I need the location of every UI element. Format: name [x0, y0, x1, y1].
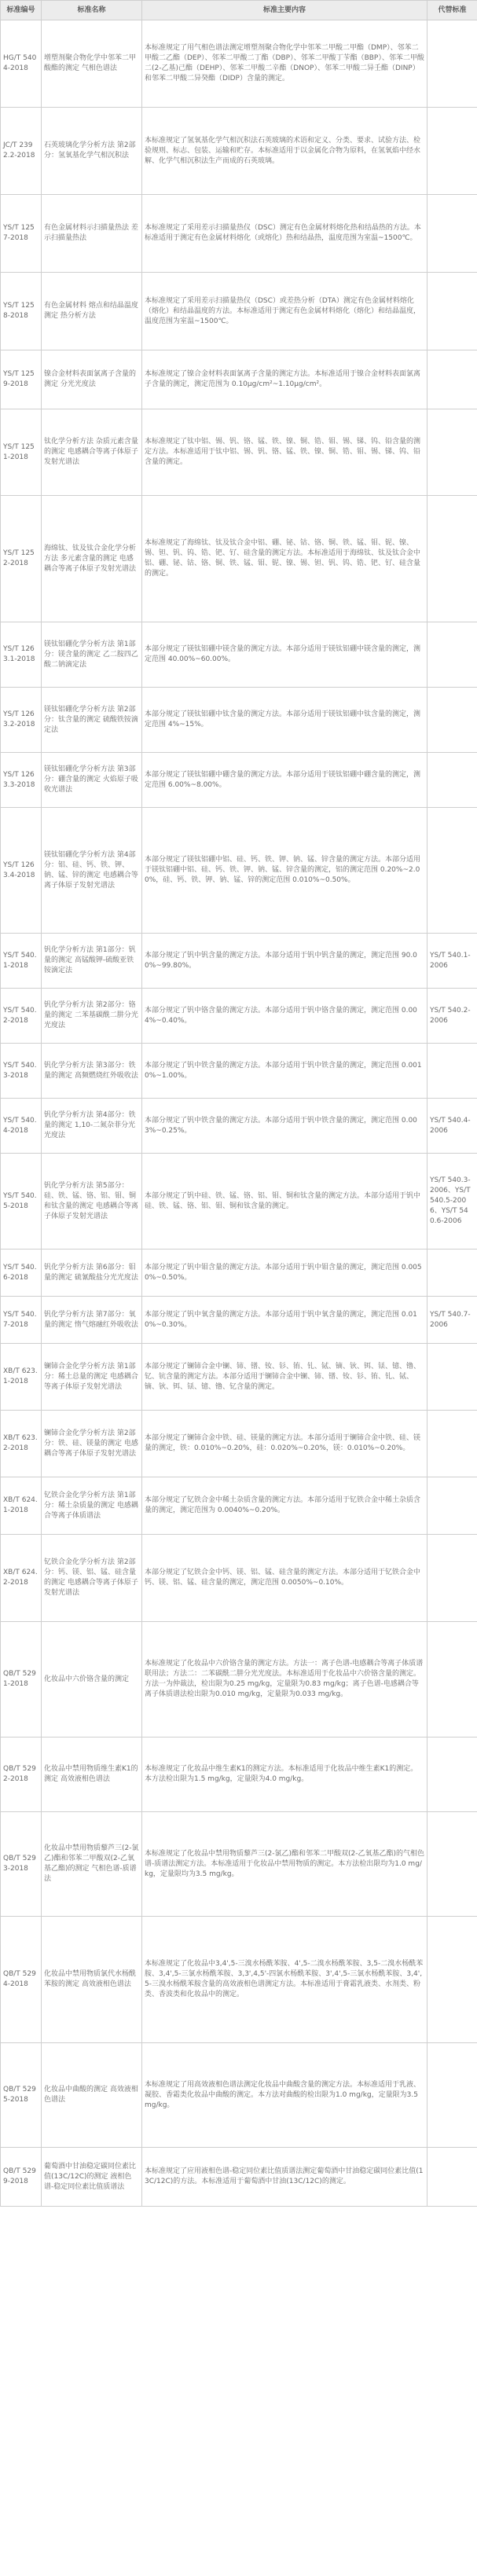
- table-row: [1, 622, 477, 688]
- table-row: [1, 195, 477, 273]
- replaced-standard: [427, 1917, 477, 2043]
- replaced-standard: YS/T 540.1-2006: [427, 934, 477, 989]
- standard-name: 化妆品中禁用物质维生素K1的测定 高效液相色谱法: [42, 1738, 142, 1812]
- table-row: [1, 1154, 477, 1249]
- replaced-standard: [427, 195, 477, 273]
- table-row: [1, 1044, 477, 1099]
- standard-content: 本部分规定了钒中硅、铁、锰、铬、铝、钼、铜和钛含量的测定方法。本部分适用于钒中硅、铁、锰、铬、铝、钼、铜和钛含量的测定。: [142, 1154, 427, 1249]
- table-header-row: [1, 1, 477, 20]
- standard-code: QB/T 5291-2018: [1, 1622, 42, 1738]
- standard-name: 镧铈合金化学分析方法 第1部分：稀土总量的测定 电感耦合等离子体原子发射光谱法: [42, 1344, 142, 1411]
- standard-name: 镁钛铝硼化学分析方法 第1部分：镁含量的测定 乙二胺四乙酸二钠滴定法: [42, 622, 142, 688]
- table-row: [1, 1622, 477, 1738]
- replaced-standard: [427, 2043, 477, 2148]
- replaced-standard: [427, 808, 477, 934]
- replaced-standard: [427, 1738, 477, 1812]
- standard-code: YS/T 1263.3-2018: [1, 753, 42, 808]
- standard-content: 本部分规定了钒中氧含量的测定方法。本部分适用于钒中氧含量的测定，测定范围 0.010%~0.30%。: [142, 1297, 427, 1344]
- replaced-standard: [427, 108, 477, 195]
- standard-name: 化妆品中禁用物质藜芦三(2-氯乙)酯和邻苯二甲酸双(2-乙氧基乙酯)的测定 气相色谱-质谱法: [42, 1812, 142, 1917]
- table-row: [1, 496, 477, 622]
- standard-name: 镍合金材料表面氯离子含量的测定 分光光度法: [42, 350, 142, 409]
- header-content: 标准主要内容: [142, 1, 427, 20]
- header-code: 标准编号: [1, 1, 42, 20]
- replaced-standard: [427, 688, 477, 753]
- table-body: [1, 20, 477, 2207]
- standard-code: YS/T 540.2-2018: [1, 989, 42, 1044]
- standard-code: QB/T 5294-2018: [1, 1917, 42, 2043]
- replaced-standard: [427, 273, 477, 350]
- standard-content: 本部分规定了钒中铬含量的测定方法。本部分适用于钒中铬含量的测定，测定范围 0.004%~0.40%。: [142, 989, 427, 1044]
- standard-code: QB/T 5293-2018: [1, 1812, 42, 1917]
- standard-name: 镁钛铝硼化学分析方法 第2部分：钛含量的测定 硫酸铁铵滴定法: [42, 688, 142, 753]
- standard-name: 葡萄酒中甘油稳定碳同位素比值(13C/12C)的测定 液相色谱-稳定同位素比值质谱法: [42, 2148, 142, 2207]
- table-row: [1, 1249, 477, 1297]
- standard-code: YS/T 1259-2018: [1, 350, 42, 409]
- standard-content: 本标准规定了用高效液相色谱法测定化妆品中曲酸含量的测定方法。本标准适用于乳液、凝胶、香霜类化妆品中曲酸的测定。本方法对曲酸的检出限为1.0 mg/kg，定量限为3.5 mg/kg。: [142, 2043, 427, 2148]
- standard-code: YS/T 540.6-2018: [1, 1249, 42, 1297]
- replaced-standard: [427, 1622, 477, 1738]
- standard-code: YS/T 1263.1-2018: [1, 622, 42, 688]
- replaced-standard: [427, 1535, 477, 1622]
- replaced-standard: [427, 350, 477, 409]
- standard-code: HG/T 5404-2018: [1, 20, 42, 108]
- standard-name: 石英玻璃化学分析方法 第2部分：氢氧基化学气相沉积法: [42, 108, 142, 195]
- replaced-standard: YS/T 540.2-2006: [427, 989, 477, 1044]
- standard-content: 本标准规定了化妆品中禁用物质藜芦三(2-氯乙)酯和邻苯二甲酸双(2-乙氧基乙酯)的气相色谱-质谱法测定方法。本标准适用于化妆品中禁用物质的测定。本方法检出限均为1.0 mg/kg，定量限均为3.5 mg/kg。: [142, 1812, 427, 1917]
- standard-name: 海绵钛、钛及钛合金化学分析方法 多元素含量的测定 电感耦合等离子体原子发射光谱法: [42, 496, 142, 622]
- standard-content: 本部分规定了钇铁合金中稀土杂质含量的测定方法。本部分适用于钇铁合金中稀土杂质含量的测定，测定范围为 0.0040%~0.20%。: [142, 1477, 427, 1535]
- replaced-standard: [427, 409, 477, 496]
- standard-code: QB/T 5299-2018: [1, 2148, 42, 2207]
- table-row: [1, 1917, 477, 2043]
- replaced-standard: [427, 496, 477, 622]
- header-name: 标准名称: [42, 1, 142, 20]
- standard-name: 钇铁合金化学分析方法 第1部分：稀土杂质量的测定 电感耦合等离子体质谱法: [42, 1477, 142, 1535]
- standard-name: 化妆品中曲酸的测定 高效液相色谱法: [42, 2043, 142, 2148]
- standard-code: YS/T 1257-2018: [1, 195, 42, 273]
- standard-content: 本标准规定了采用差示扫描量热仪（DSC）或差热分析（DTA）测定有色金属材料熔化（熔化）和结晶温度的方法。本标准适用于测定有色金属材料熔化（熔化）和结晶温度，温度范围为室温~1500℃。: [142, 273, 427, 350]
- standard-content: 本标准规定了镍合金材料表面氯离子含量的测定方法。本标准适用于镍合金材料表面氯离子含量的测定，测定范围为 0.10μg/cm²~1.10μg/cm²。: [142, 350, 427, 409]
- standard-code: YS/T 1263.4-2018: [1, 808, 42, 934]
- standard-name: 镧铈合金化学分析方法 第2部分：铁、硅、镁量的测定 电感耦合等离子体原子发射光谱法: [42, 1411, 142, 1477]
- standard-content: 本部分规定了钒中铁含量的测定方法。本部分适用于钒中铁含量的测定，测定范围 0.0010%~1.00%。: [142, 1044, 427, 1099]
- standard-content: 本部分规定了钇铁合金中钙、镁、铝、锰、硅含量的测定方法。本部分适用于钇铁合金中钙、镁、铝、锰、硅含量的测定，测定范围 0.0050%~0.10%。: [142, 1535, 427, 1622]
- standard-name: 镁钛铝硼化学分析方法 第3部分：硼含量的测定 火焰原子吸收光谱法: [42, 753, 142, 808]
- table-row: [1, 1738, 477, 1812]
- standard-content: 本部分规定了钒中钒含量的测定方法。本部分适用于钒中钒含量的测定，测定范围 90.00%~99.80%。: [142, 934, 427, 989]
- replaced-standard: [427, 1477, 477, 1535]
- standard-code: QB/T 5295-2018: [1, 2043, 42, 2148]
- standard-name: 化妆品中六价铬含量的测定: [42, 1622, 142, 1738]
- replaced-standard: [427, 622, 477, 688]
- table-row: [1, 409, 477, 496]
- standard-content: 本标准规定了采用差示扫描量热仪（DSC）测定有色金属材料熔化热和结晶热的方法。本标准适用于测定有色金属材料熔化（或熔化）热和结晶热，温度范围为室温~1500℃。: [142, 195, 427, 273]
- standard-content: 本标准规定了应用液相色谱-稳定同位素比值质谱法测定葡萄酒中甘油稳定碳同位素比值(13C/12C)的方法。本标准适用于葡萄酒中甘油(13C/12C)的测定。: [142, 2148, 427, 2207]
- standard-content: 本标准规定了氢氧基化学气相沉积法石英玻璃的术语和定义、分类、要求、试验方法、检验规则、标志、包装、运输和贮存。本标准适用于以金属化合物为原料，在氢氧焰中经水解、化学气相沉积法生产而成的石英玻璃。: [142, 108, 427, 195]
- replaced-standard: [427, 2148, 477, 2207]
- standard-content: 本标准规定了化妆品中六价铬含量的测定方法。方法一：离子色谱-电感耦合等离子体质谱联用法；方法二：二苯碳酰二肼分光光度法。本标准适用于化妆品中六价铬含量的测定。方法一为仲裁法，检出限为0.25 mg/kg，定量限为0.83 mg/kg；离子色谱-电感耦合等离子体质谱法检出限为0.010 mg/kg，定量限为0.033 mg/kg。: [142, 1622, 427, 1738]
- standard-content: 本部分规定了镁钛铝硼中硼含量的测定方法。本部分适用于镁钛铝硼中硼含量的测定，测定范围 6.00%~8.00%。: [142, 753, 427, 808]
- standard-code: YS/T 1263.2-2018: [1, 688, 42, 753]
- standard-code: YS/T 540.7-2018: [1, 1297, 42, 1344]
- replaced-standard: [427, 1249, 477, 1297]
- table-row: [1, 1099, 477, 1154]
- replaced-standard: YS/T 540.4-2006: [427, 1099, 477, 1154]
- standard-code: XB/T 624.1-2018: [1, 1477, 42, 1535]
- table-row: [1, 934, 477, 989]
- table-row: [1, 808, 477, 934]
- standard-name: 钒化学分析方法 第4部分：铁量的测定 1,10-二氮杂菲分光光度法: [42, 1099, 142, 1154]
- table-row: [1, 688, 477, 753]
- standard-name: 增塑剂聚合物化学中邻苯二甲酸酯的测定 气相色谱法: [42, 20, 142, 108]
- standard-name: 钒化学分析方法 第1部分：钒量的测定 高锰酸钾-硫酸亚铁铵滴定法: [42, 934, 142, 989]
- replaced-standard: [427, 20, 477, 108]
- replaced-standard: YS/T 540.7-2006: [427, 1297, 477, 1344]
- table-row: [1, 1812, 477, 1917]
- table-row: [1, 20, 477, 108]
- standard-code: XB/T 623.1-2018: [1, 1344, 42, 1411]
- standard-code: YS/T 540.4-2018: [1, 1099, 42, 1154]
- standard-name: 有色金属材料 熔点和结晶温度测定 热分析方法: [42, 273, 142, 350]
- table-row: [1, 273, 477, 350]
- replaced-standard: [427, 1411, 477, 1477]
- standard-content: 本部分规定了镧铈合金中铁、硅、镁量的测定方法。本部分适用于镧铈合金中铁、硅、镁量的测定，铁：0.010%~0.20%，硅：0.020%~0.20%，镁：0.010%~0.20%。: [142, 1411, 427, 1477]
- standard-name: 钒化学分析方法 第7部分：氧量的测定 惰气熔融红外吸收法: [42, 1297, 142, 1344]
- standard-content: 本部分规定了镁钛铝硼中铝、硅、钙、铁、钾、钠、锰、锌含量的测定方法。本部分适用于镁钛铝硼中铝、硅、钙、铁、钾、钠、锰、锌含量的测定，铝的测定范围 0.20%~2.00%，硅、钙、铁、钾、钠、锰、锌的测定范围 0.010%~0.50%。: [142, 808, 427, 934]
- standard-content: 本标准规定了化妆品中维生素K1的测定方法。本标准适用于化妆品中维生素K1的测定。本方法检出限为1.5 mg/kg，定量限为4.0 mg/kg。: [142, 1738, 427, 1812]
- table-row: [1, 108, 477, 195]
- standard-content: 本标准规定了化妆品中3,4',5-三溴水杨酰苯胺、4',5-二溴水杨酰苯胺、3,5-二溴水杨酰苯胺、3,4',5-三氯水杨酰苯胺、3,3',4,5'-四氯水杨酰苯胺、3',4',5-三氯水杨酰苯胺、3,4',5-三溴水杨酰苯胺含量的高效液相色谱测定方法。本标准适用于膏霜乳液类、水剂类、粉类、香波类和化妆品中的测定。: [142, 1917, 427, 2043]
- replaced-standard: [427, 1044, 477, 1099]
- table-row: [1, 1535, 477, 1622]
- table-row: [1, 1297, 477, 1344]
- standard-name: 钇铁合金化学分析方法 第2部分：钙、镁、铝、锰、硅含量的测定 电感耦合等离子体原子发射光谱法: [42, 1535, 142, 1622]
- table-row: [1, 350, 477, 409]
- standard-content: 本标准规定了海绵钛、钛及钛合金中铝、硼、铋、钴、铬、铜、铁、锰、钼、铌、镍、锡、钽、钒、钨、锆、钯、钌、硅含量的测定方法。本标准适用于海绵钛、钛及钛合金中铝、硼、铋、钴、铬、铜、铁、锰、钼、铌、镍、锡、钽、钒、钨、锆、钯、钌、硅含量的测定。: [142, 496, 427, 622]
- standard-code: YS/T 540.1-2018: [1, 934, 42, 989]
- standard-content: 本部分规定了钒中铁含量的测定方法。本部分适用于钒中铁含量的测定，测定范围 0.003%~0.25%。: [142, 1099, 427, 1154]
- standard-code: QB/T 5292-2018: [1, 1738, 42, 1812]
- standard-content: 本部分规定了镧铈合金中镧、铈、镨、钕、钐、铕、钆、铽、镝、钬、铒、铥、镱、镥、钇、钪含量的测定方法。本部分适用于镧铈合金中镧、铈、镨、钕、钐、铕、钆、铽、镝、钬、铒、铥、镱、镥、钇含量的测定。: [142, 1344, 427, 1411]
- table-row: [1, 2043, 477, 2148]
- standard-name: 钒化学分析方法 第5部分：硅、铁、锰、铬、铝、钼、铜和钛含量的测定 电感耦合等离子体原子发射光谱法: [42, 1154, 142, 1249]
- standard-code: YS/T 540.3-2018: [1, 1044, 42, 1099]
- standard-code: XB/T 624.2-2018: [1, 1535, 42, 1622]
- standard-content: 本标准规定了钛中铝、锡、钒、铬、锰、铁、镍、铜、锆、钼、锡、锑、钨、铅含量的测定方法。本标准适用于钛中铝、锡、钒、铬、锰、铁、镍、铜、锆、钼、锡、锑、钨、铅含量的测定。: [142, 409, 427, 496]
- table-row: [1, 1411, 477, 1477]
- replaced-standard: YS/T 540.3-2006、YS/T 540.5-2006、YS/T 540.6-2006: [427, 1154, 477, 1249]
- standard-name: 有色金属材料示扫描量热法 差示扫描量热法: [42, 195, 142, 273]
- standard-name: 钒化学分析方法 第2部分：铬量的测定 二苯基碳酰二肼分光光度法: [42, 989, 142, 1044]
- standard-content: 本部分规定了镁钛铝硼中镁含量的测定方法。本部分适用于镁钛铝硼中镁含量的测定，测定范围 40.00%~60.00%。: [142, 622, 427, 688]
- standard-code: YS/T 1252-2018: [1, 496, 42, 622]
- standard-code: XB/T 623.2-2018: [1, 1411, 42, 1477]
- standard-name: 钛化学分析方法 杂质元素含量的测定 电感耦合等离子体原子发射光谱法: [42, 409, 142, 496]
- standard-name: 镁钛铝硼化学分析方法 第4部分：铝、硅、钙、铁、钾、钠、锰、锌的测定 电感耦合等离子体原子发射光谱法: [42, 808, 142, 934]
- replaced-standard: [427, 1344, 477, 1411]
- standard-name: 化妆品中禁用物质氯代水杨酰苯胺的测定 高效液相色谱法: [42, 1917, 142, 2043]
- standard-name: 钒化学分析方法 第3部分：铁量的测定 高频燃烧红外吸收法: [42, 1044, 142, 1099]
- standard-code: YS/T 1251-2018: [1, 409, 42, 496]
- table-row: [1, 753, 477, 808]
- standard-name: 钒化学分析方法 第6部分：钼量的测定 硫氰酸盐分光光度法: [42, 1249, 142, 1297]
- replaced-standard: [427, 1812, 477, 1917]
- standard-content: 本标准规定了用气相色谱法测定增塑剂聚合物化学中邻苯二甲酸二甲酯（DMP）、邻苯二甲酸二乙酯（DEP）、邻苯二甲酸二丁酯（DBP）、邻苯二甲酸丁苄酯（BBP）、邻苯二甲酸二(2-乙基)己酯（DEHP）、邻苯二甲酸二辛酯（DNOP）、邻苯二甲酸二异壬酯（DINP）和邻苯二甲酸二异癸酯（DIDP）含量的测定。: [142, 20, 427, 108]
- replaced-standard: [427, 753, 477, 808]
- header-replaced: 代替标准: [427, 1, 477, 20]
- table-row: [1, 1477, 477, 1535]
- table-row: [1, 2148, 477, 2207]
- standard-code: YS/T 1258-2018: [1, 273, 42, 350]
- standard-code: JC/T 2392.2-2018: [1, 108, 42, 195]
- table-row: [1, 1344, 477, 1411]
- standard-content: 本部分规定了镁钛铝硼中钛含量的测定方法。本部分适用于镁钛铝硼中钛含量的测定，测定范围 4%~15%。: [142, 688, 427, 753]
- standard-code: YS/T 540.5-2018: [1, 1154, 42, 1249]
- standard-content: 本部分规定了钒中钼含量的测定方法。本部分适用于钒中钼含量的测定，测定范围 0.0050%~0.50%。: [142, 1249, 427, 1297]
- table-row: [1, 989, 477, 1044]
